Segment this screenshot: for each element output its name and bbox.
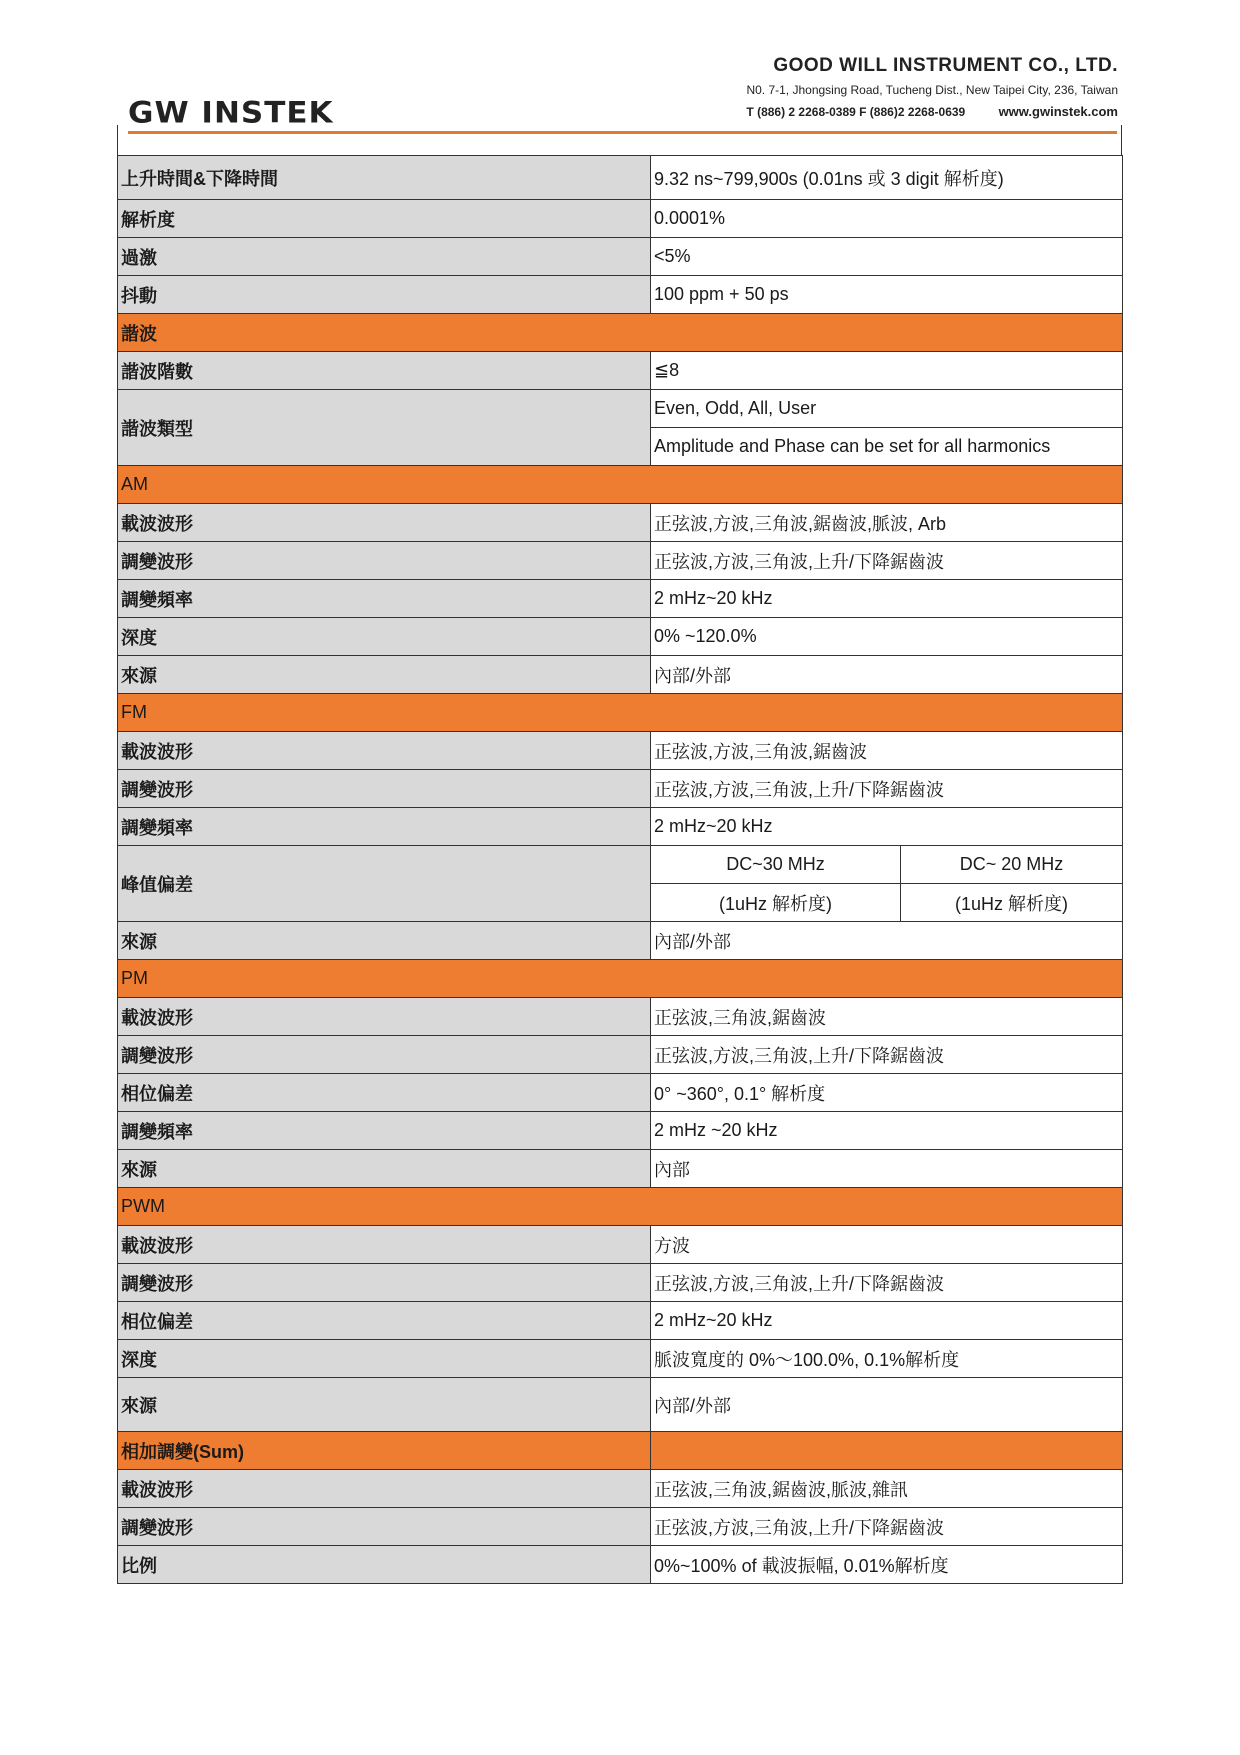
row-label: 調變波形 bbox=[118, 542, 651, 580]
row-label: 上升時間&下降時間 bbox=[118, 156, 651, 200]
table-row bbox=[118, 1546, 1123, 1584]
row-value: 2 mHz~20 kHz bbox=[651, 1302, 1123, 1340]
row-label: 來源 bbox=[118, 922, 651, 960]
row-label: 抖動 bbox=[118, 276, 651, 314]
table-edge-left bbox=[117, 125, 118, 157]
row-value: 0° ~360°, 0.1° 解析度 bbox=[651, 1074, 1123, 1112]
table-row bbox=[118, 276, 1123, 314]
page-header bbox=[0, 0, 1240, 140]
table-row bbox=[118, 808, 1123, 846]
row-value: 100 ppm + 50 ps bbox=[651, 276, 1123, 314]
row-label: 來源 bbox=[118, 1378, 651, 1432]
row-label: 調變波形 bbox=[118, 1264, 651, 1302]
table-row bbox=[118, 1226, 1123, 1264]
row-label: 比例 bbox=[118, 1546, 651, 1584]
table-row bbox=[118, 1150, 1123, 1188]
company-phone: T (886) 2 2268-0389 F (886)2 2268-0639 bbox=[746, 105, 966, 119]
row-label: 深度 bbox=[118, 618, 651, 656]
row-label: 調變頻率 bbox=[118, 808, 651, 846]
table-edge-right bbox=[1121, 125, 1122, 157]
section-title: 相加調變(Sum) bbox=[118, 1432, 651, 1470]
row-label: 調變波形 bbox=[118, 1508, 651, 1546]
table-row bbox=[118, 1378, 1123, 1432]
table-row bbox=[118, 1036, 1123, 1074]
section-title: 諧波 bbox=[118, 314, 1123, 352]
section-header-harmonics bbox=[118, 314, 1123, 352]
row-value: (1uHz 解析度) bbox=[651, 884, 901, 922]
row-value: 正弦波,方波,三角波,上升/下降鋸齒波 bbox=[651, 1264, 1123, 1302]
row-label: 載波波形 bbox=[118, 732, 651, 770]
row-label: 調變頻率 bbox=[118, 1112, 651, 1150]
row-value: 正弦波,方波,三角波,鋸齒波 bbox=[651, 732, 1123, 770]
row-value: ≦8 bbox=[651, 352, 1123, 390]
row-value: 2 mHz~20 kHz bbox=[651, 808, 1123, 846]
table-row bbox=[118, 770, 1123, 808]
row-value: 9.32 ns~799,900s (0.01ns 或 3 digit 解析度) bbox=[651, 156, 1123, 200]
header-divider bbox=[128, 131, 1117, 134]
section-header-pm bbox=[118, 960, 1123, 998]
table-row bbox=[118, 1470, 1123, 1508]
row-value: Even, Odd, All, User bbox=[651, 390, 1123, 428]
table-row bbox=[118, 1074, 1123, 1112]
table-row bbox=[118, 352, 1123, 390]
table-row bbox=[118, 922, 1123, 960]
row-label: 深度 bbox=[118, 1340, 651, 1378]
table-row bbox=[118, 618, 1123, 656]
row-value: 內部/外部 bbox=[651, 1378, 1123, 1432]
row-value: Amplitude and Phase can be set for all harmonics bbox=[651, 428, 1123, 466]
row-label: 過激 bbox=[118, 238, 651, 276]
row-value: 脈波寬度的 0%～100.0%, 0.1%解析度 bbox=[651, 1340, 1123, 1378]
table-row bbox=[118, 238, 1123, 276]
row-label: 諧波階數 bbox=[118, 352, 651, 390]
row-label: 載波波形 bbox=[118, 1226, 651, 1264]
row-label: 調變波形 bbox=[118, 770, 651, 808]
section-title: AM bbox=[118, 466, 1123, 504]
row-value: 0%~100% of 載波振幅, 0.01%解析度 bbox=[651, 1546, 1123, 1584]
table-row bbox=[118, 656, 1123, 694]
row-value: 2 mHz~20 kHz bbox=[651, 580, 1123, 618]
row-value: 正弦波,方波,三角波,上升/下降鋸齒波 bbox=[651, 770, 1123, 808]
row-label: 來源 bbox=[118, 1150, 651, 1188]
table-row bbox=[118, 846, 1123, 884]
row-label: 峰值偏差 bbox=[118, 846, 651, 922]
row-value: 正弦波,方波,三角波,上升/下降鋸齒波 bbox=[651, 542, 1123, 580]
table-row bbox=[118, 542, 1123, 580]
table-row bbox=[118, 1302, 1123, 1340]
row-label: 載波波形 bbox=[118, 504, 651, 542]
company-info bbox=[746, 55, 1118, 119]
table-row bbox=[118, 998, 1123, 1036]
table-row bbox=[118, 200, 1123, 238]
row-value: DC~30 MHz bbox=[651, 846, 901, 884]
row-label: 調變頻率 bbox=[118, 580, 651, 618]
section-header-fm bbox=[118, 694, 1123, 732]
company-name: GOOD WILL INSTRUMENT CO., LTD. bbox=[773, 55, 1118, 76]
company-contact bbox=[746, 104, 1118, 119]
row-value: 正弦波,方波,三角波,上升/下降鋸齒波 bbox=[651, 1036, 1123, 1074]
row-value: 內部/外部 bbox=[651, 922, 1123, 960]
row-label: 調變波形 bbox=[118, 1036, 651, 1074]
row-label: 諧波類型 bbox=[118, 390, 651, 466]
table-row bbox=[118, 1340, 1123, 1378]
table-row bbox=[118, 1264, 1123, 1302]
row-value: DC~ 20 MHz bbox=[901, 846, 1123, 884]
table-row bbox=[118, 156, 1123, 200]
row-value: 正弦波,三角波,鋸齒波 bbox=[651, 998, 1123, 1036]
row-value: 2 mHz ~20 kHz bbox=[651, 1112, 1123, 1150]
table-row bbox=[118, 504, 1123, 542]
section-filler bbox=[651, 1432, 1123, 1470]
company-website[interactable]: www.gwinstek.com bbox=[998, 104, 1118, 119]
table-row bbox=[118, 390, 1123, 428]
row-value: (1uHz 解析度) bbox=[901, 884, 1123, 922]
row-label: 相位偏差 bbox=[118, 1074, 651, 1112]
section-header-pwm bbox=[118, 1188, 1123, 1226]
row-label: 來源 bbox=[118, 656, 651, 694]
row-label: 相位偏差 bbox=[118, 1302, 651, 1340]
table-row bbox=[118, 580, 1123, 618]
row-value: 正弦波,方波,三角波,上升/下降鋸齒波 bbox=[651, 1508, 1123, 1546]
row-label: 載波波形 bbox=[118, 1470, 651, 1508]
spec-table bbox=[117, 155, 1123, 1584]
row-value: 正弦波,方波,三角波,鋸齒波,脈波, Arb bbox=[651, 504, 1123, 542]
row-label: 載波波形 bbox=[118, 998, 651, 1036]
table-row bbox=[118, 1508, 1123, 1546]
row-value: 正弦波,三角波,鋸齒波,脈波,雜訊 bbox=[651, 1470, 1123, 1508]
row-label: 解析度 bbox=[118, 200, 651, 238]
section-header-sum bbox=[118, 1432, 1123, 1470]
section-title: PM bbox=[118, 960, 1123, 998]
company-address: N0. 7-1, Jhongsing Road, Tucheng Dist., New Taipei City, 236, Taiwan bbox=[746, 83, 1118, 97]
row-value: 0% ~120.0% bbox=[651, 618, 1123, 656]
table-row bbox=[118, 1112, 1123, 1150]
row-value: 內部 bbox=[651, 1150, 1123, 1188]
section-title: PWM bbox=[118, 1188, 1123, 1226]
section-title: FM bbox=[118, 694, 1123, 732]
row-value: 0.0001% bbox=[651, 200, 1123, 238]
section-header-am bbox=[118, 466, 1123, 504]
row-value: 方波 bbox=[651, 1226, 1123, 1264]
company-logo: GW INSTEK bbox=[128, 95, 334, 131]
row-value: <5% bbox=[651, 238, 1123, 276]
table-row bbox=[118, 732, 1123, 770]
row-value: 內部/外部 bbox=[651, 656, 1123, 694]
